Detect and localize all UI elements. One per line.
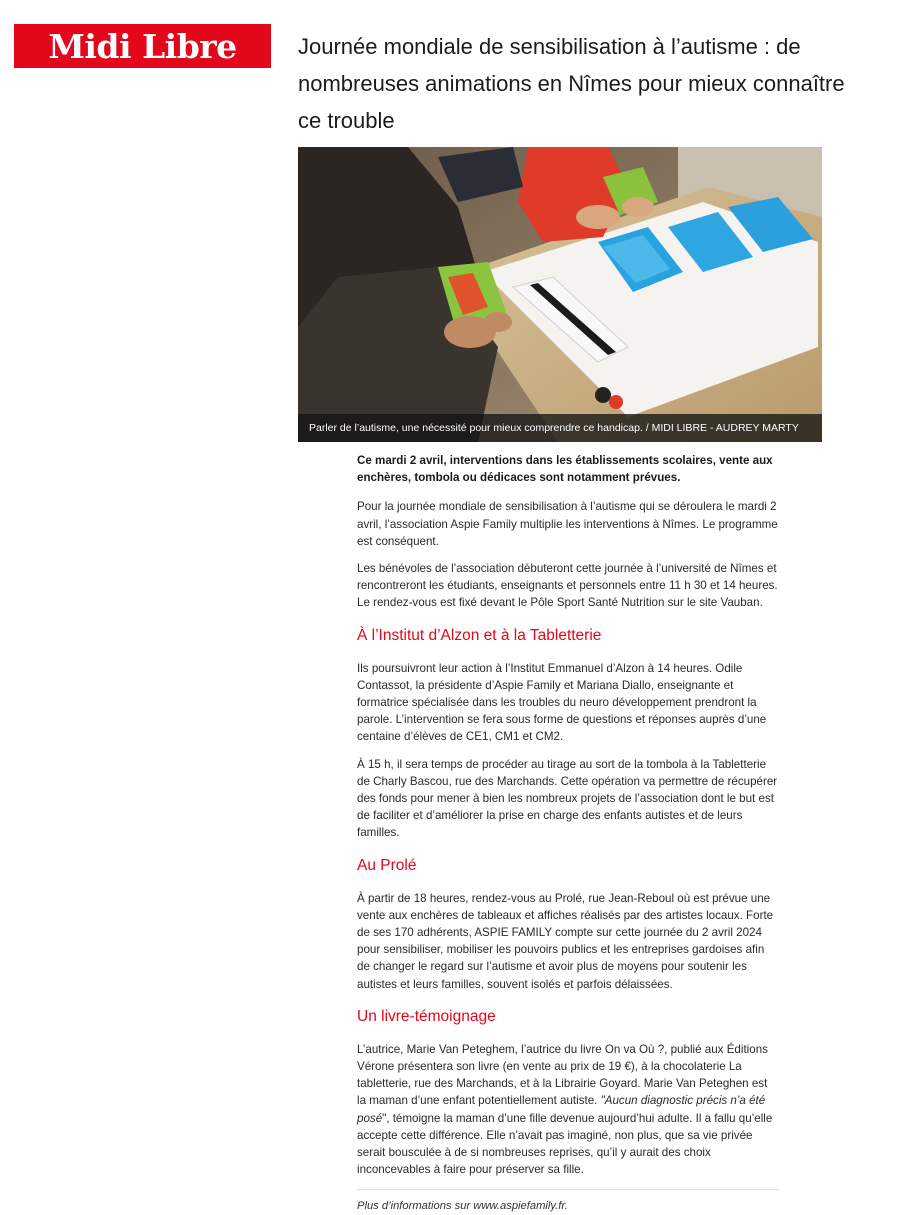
more-info: Plus d’informations sur www.aspiefamily.fr.: [357, 1199, 568, 1212]
article-paragraph: Pour la journée mondiale de sensibilisation à l’autisme qui se déroulera le mardi 2 avril, l’association Aspie Family multiplie les interventions à Nîmes. Le programme est conséquent.: [357, 500, 778, 548]
article-paragraph: Ils poursuivront leur action à l’Institut Emmanuel d’Alzon à 14 heures. Odile Contassot, la présidente d’Aspie Family et Mariana Diallo, enseignante et formatrice spécialisée dans les troubles du neuro développement prendront la parole. L’intervention se fera sous forme de questions et réponses auprès d’une centaine d’élèves de CE1, CM1 et CM2.: [357, 661, 767, 744]
paragraph-text: ", témoigne la maman d’une fille devenue aujourd’hui adulte. Il a fallu qu’elle accepte cette différence. Elle n’avait pas imaginé, non plus, que sa vie privée serait bousculée à de si nombreuses reprises, qu’il y aurait des choix inconcevables à faire pour préserver sa fille.: [357, 1111, 773, 1177]
article-paragraph: À partir de 18 heures, rendez-vous au Prolé, rue Jean-Reboul où est prévue une vente aux enchères de tableaux et affiches réalisés par des artistes locaux. Forte de ses 170 adhérents, ASPIE FAMILY compte sur cette journée du 2 avril 2024 pour sensibiliser, mobiliser les pouvoirs publics et les entreprises gardoises afin de changer le regard sur l’autisme et avoir plus de moyens pour soutenir les autistes et leurs familles, souvent isolés et parfois délaissées.: [357, 891, 774, 991]
section-heading-alzon: À l’Institut d’Alzon et à la Tabletterie: [357, 626, 602, 644]
paragraph-text: L’autrice, Marie Van Peteghem, l’autrice du livre On va Où ?, publié aux Éditions Vérone présentera son livre (en vente au prix de 19 €), à la chocolaterie La tabletterie, rue des Marchands, et à la Librairie Goyard. Marie Van Peteghen est la maman d’une enfant potentiellement autiste.: [357, 1042, 768, 1108]
classroom-photo-illustration: [298, 147, 822, 442]
article-body: [357, 452, 779, 1215]
article-lead: Ce mardi 2 avril, interventions dans les établissements scolaires, vente aux enchères, tombola ou dédicaces sont notamment prévues.: [357, 454, 773, 485]
midi-libre-logo[interactable]: Midi Libre: [14, 24, 271, 68]
photo-caption: Parler de l’autisme, une nécessité pour mieux comprendre ce handicap. / MIDI LIBRE - AUDREY MARTY: [298, 414, 822, 442]
section-heading-prole: Au Prolé: [357, 856, 417, 874]
article-title: Journée mondiale de sensibilisation à l’autisme : de nombreuses animations en Nîmes pour mieux connaître ce trouble: [298, 34, 845, 133]
article-paragraph: Les bénévoles de l’association débuteront cette journée à l’université de Nîmes et rencontreront les étudiants, enseignants et personnels entre 11 h 30 et 14 heures. Le rendez-vous est fixé devant le Pôle Sport Santé Nutrition sur le site Vauban.: [357, 562, 778, 610]
divider: [357, 1189, 779, 1190]
article-photo: [298, 147, 822, 442]
quote-text: "Aucun diagnostic précis n’a été posé: [357, 1094, 766, 1125]
article-paragraph-quote: [357, 1041, 779, 1179]
article-paragraph: À 15 h, il sera temps de procéder au tirage au sort de la tombola à la Tabletterie de Charly Bascou, rue des Marchands. Cette opération va permettre de récupérer des fonds pour mener à bien les nombreux projets de l’association dont le but est de faciliter et d’améliorer la prise en charge des enfants autistes et de leurs familles.: [357, 757, 778, 840]
section-heading-livre: Un livre-témoignage: [357, 1007, 496, 1025]
